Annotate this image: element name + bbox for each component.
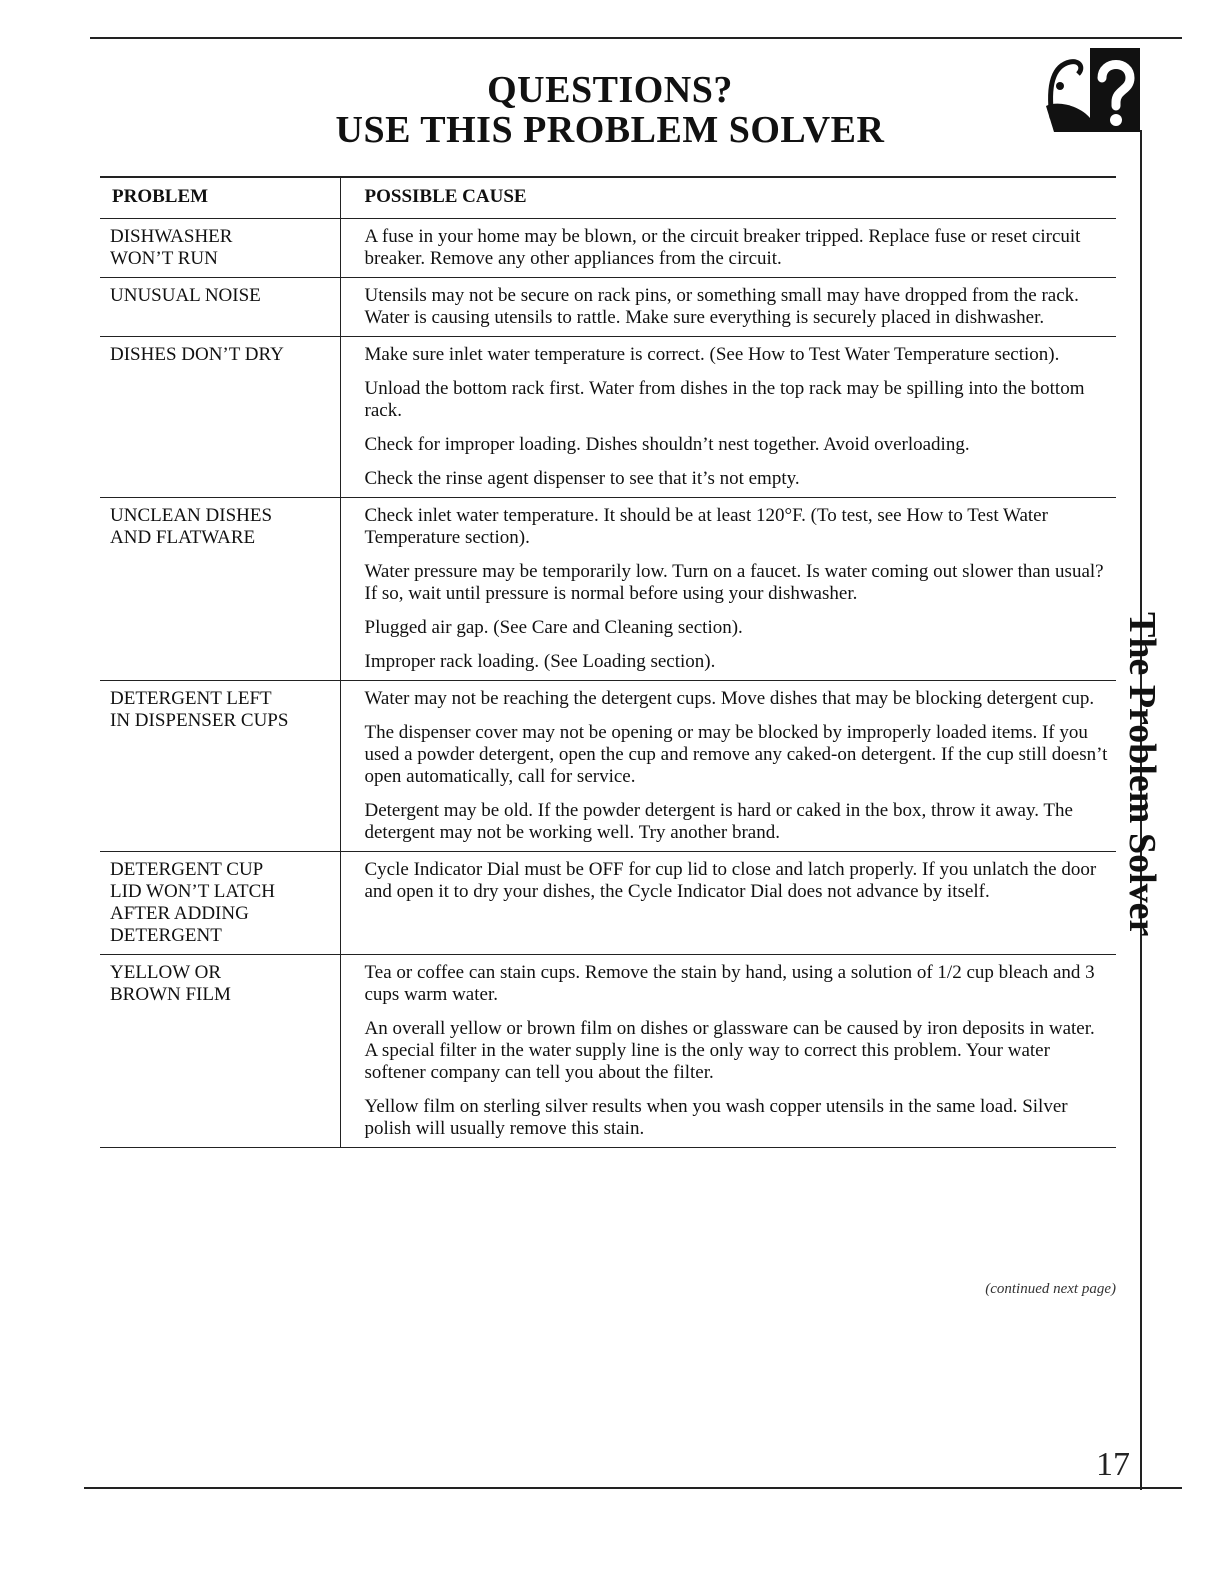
problem-line: DETERGENT [110, 925, 222, 946]
cause-paragraph: Check the rinse agent dispenser to see that it’s not empty. [364, 468, 800, 489]
problem-line: DISHWASHER [110, 226, 233, 247]
page-title [300, 70, 920, 150]
cause-paragraph: Water may not be reaching the detergent cups. Move dishes that may be blocking detergent cup. [364, 688, 1095, 709]
cause-paragraph: A fuse in your home may be blown, or the circuit breaker tripped. Replace fuse or reset circuit breaker. Remove any other appliances from the circuit. [364, 226, 1081, 269]
bottom-rule [84, 1487, 1182, 1489]
header-possible-cause: POSSIBLE CAUSE [340, 177, 1116, 219]
cause-paragraph: Cycle Indicator Dial must be OFF for cup lid to close and latch properly. If you unlatch the door and open it to dry your dishes, the Cycle Indicator Dial does not advance by itself. [364, 859, 1097, 902]
cause-paragraph: Utensils may not be secure on rack pins, or something small may have dropped from the rack. Water is causing utensils to rattle. Make sure everything is securely placed in dishwasher. [364, 285, 1079, 328]
problem-line: WON’T RUN [110, 248, 218, 269]
problem-line: DETERGENT CUP [110, 859, 264, 880]
question-mark-icon [1040, 48, 1140, 132]
problem-cell [100, 278, 340, 337]
page-number: 17 [1096, 1446, 1130, 1483]
table-row [100, 852, 1116, 955]
header-problem: PROBLEM [100, 177, 340, 219]
side-tab-label: The Problem Solver [1121, 612, 1163, 937]
possible-cause-cell [340, 219, 1116, 278]
problem-line: YELLOW OR [110, 962, 221, 983]
title-line-2: USE THIS PROBLEM SOLVER [335, 109, 885, 151]
problem-cell [100, 955, 340, 1148]
cause-paragraph: Check for improper loading. Dishes shouldn’t nest together. Avoid overloading. [364, 434, 970, 455]
problem-line: DISHES DON’T DRY [110, 344, 284, 365]
problem-cell [100, 337, 340, 498]
problem-line: AFTER ADDING [110, 903, 249, 924]
possible-cause-cell [340, 955, 1116, 1148]
cause-paragraph: The dispenser cover may not be opening or may be blocked by improperly loaded items. If you used a powder detergent, open the cup and remove any caked-on detergent. If the cup still doesn’t open automatically, call for service. [364, 722, 1108, 787]
possible-cause-cell [340, 278, 1116, 337]
title-line-1: QUESTIONS? [487, 69, 733, 111]
possible-cause-cell [340, 498, 1116, 681]
table-row [100, 681, 1116, 852]
problem-solver-table [100, 176, 1116, 1148]
problem-line: BROWN FILM [110, 984, 231, 1005]
cause-paragraph: Tea or coffee can stain cups. Remove the stain by hand, using a solution of 1/2 cup bleach and 3 cups warm water. [364, 962, 1095, 1005]
cause-paragraph: Detergent may be old. If the powder detergent is hard or caked in the box, throw it away. The detergent may not be working well. Try another brand. [364, 800, 1073, 843]
problem-line: UNUSUAL NOISE [110, 285, 261, 306]
table-row [100, 278, 1116, 337]
cause-paragraph: Check inlet water temperature. It should be at least 120°F. (To test, see How to Test Water Temperature section). [364, 505, 1048, 548]
continued-note: (continued next page) [985, 1281, 1116, 1297]
problem-line: AND FLATWARE [110, 527, 256, 548]
problem-line: IN DISPENSER CUPS [110, 710, 289, 731]
cause-paragraph: Yellow film on sterling silver results when you wash copper utensils in the same load. Silver polish will usually remove this stain. [364, 1096, 1068, 1139]
possible-cause-cell [340, 681, 1116, 852]
table-row [100, 498, 1116, 681]
table-row [100, 337, 1116, 498]
table-row [100, 955, 1116, 1148]
top-rule [90, 37, 1182, 39]
cause-paragraph: Water pressure may be temporarily low. Turn on a faucet. Is water coming out slower than usual? If so, wait until pressure is normal before using your dishwasher. [364, 561, 1104, 604]
table-body [100, 219, 1116, 1148]
cause-paragraph: Unload the bottom rack first. Water from dishes in the top rack may be spilling into the bottom rack. [364, 378, 1085, 421]
cause-paragraph: Plugged air gap. (See Care and Cleaning section). [364, 617, 743, 638]
problem-line: DETERGENT LEFT [110, 688, 272, 709]
cause-paragraph: Improper rack loading. (See Loading section). [364, 651, 716, 672]
problem-line: LID WON’T LATCH [110, 881, 275, 902]
cause-paragraph: Make sure inlet water temperature is correct. (See How to Test Water Temperature section). [364, 344, 1060, 365]
table-row [100, 219, 1116, 278]
possible-cause-cell [340, 337, 1116, 498]
problem-cell [100, 219, 340, 278]
problem-line: UNCLEAN DISHES [110, 505, 273, 526]
possible-cause-cell [340, 852, 1116, 955]
problem-cell [100, 498, 340, 681]
table-header-row [100, 177, 1116, 219]
problem-cell [100, 681, 340, 852]
cause-paragraph: An overall yellow or brown film on dishes or glassware can be caused by iron deposits in water. A special filter in the water supply line is the only way to correct this problem. Your water softener company can tell you about the filter. [364, 1018, 1095, 1083]
problem-cell [100, 852, 340, 955]
